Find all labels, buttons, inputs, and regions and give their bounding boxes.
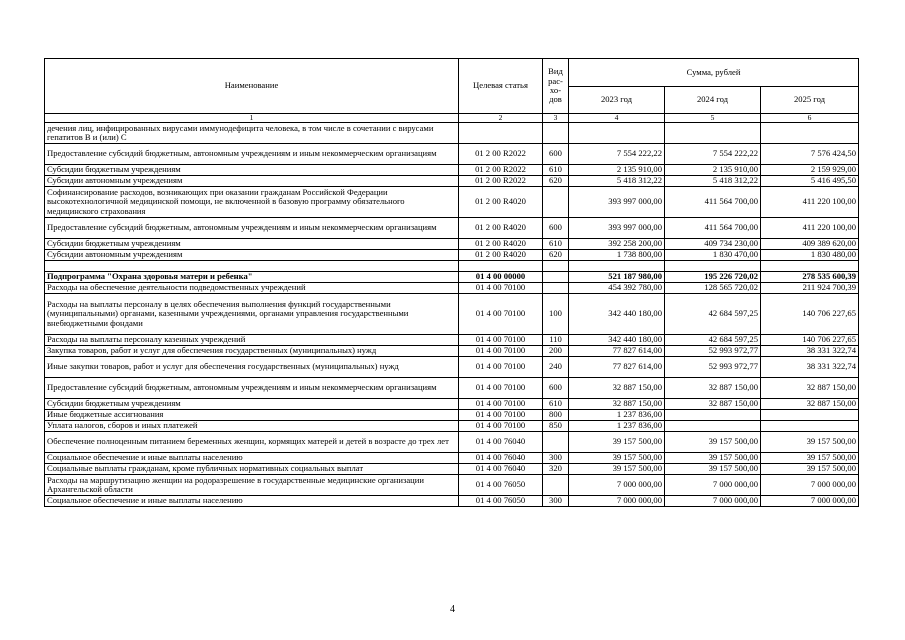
row-amount-2023: 2 135 910,00 — [569, 165, 665, 176]
table-row — [45, 283, 859, 294]
row-name: Иные бюджетные ассигнования — [45, 410, 459, 421]
row-name: Обеспечение полноценным питанием беременных женщин, кормящих матерей и детей в возрасте до трех лет — [45, 432, 459, 453]
row-name: Социальное обеспечение и иные выплаты населению — [45, 453, 459, 464]
row-amount-2024: 32 887 150,00 — [665, 378, 761, 399]
row-expense-type: 100 — [543, 294, 569, 335]
row-amount-2023: 32 887 150,00 — [569, 378, 665, 399]
row-amount-2023: 77 827 614,00 — [569, 346, 665, 357]
table-row — [45, 432, 859, 453]
row-name: Иные закупки товаров, работ и услуг для обеспечения государственных (муниципальных) нужд — [45, 357, 459, 378]
row-expense-type: 600 — [543, 218, 569, 239]
row-amount-2025: 2 159 929,00 — [761, 165, 859, 176]
row-target-code: 01 4 00 70100 — [459, 335, 543, 346]
column-index: 4 — [569, 114, 665, 123]
row-amount-2023: 32 887 150,00 — [569, 399, 665, 410]
row-amount-2023: 342 440 180,00 — [569, 335, 665, 346]
row-target-code: 01 4 00 70100 — [459, 294, 543, 335]
row-target-code: 01 2 00 R2022 — [459, 144, 543, 165]
row-target-code: 01 4 00 76050 — [459, 475, 543, 496]
row-amount-2025: 7 000 000,00 — [761, 475, 859, 496]
table-row — [45, 335, 859, 346]
header-vid: Вид рас-хо-дов — [543, 59, 569, 114]
table-row — [45, 346, 859, 357]
table-row — [45, 165, 859, 176]
column-index: 2 — [459, 114, 543, 123]
row-target-code: 01 4 00 70100 — [459, 399, 543, 410]
row-amount-2024: 7 000 000,00 — [665, 496, 761, 507]
row-amount-2024: 5 418 312,22 — [665, 176, 761, 187]
row-amount-2025: 39 157 500,00 — [761, 453, 859, 464]
row-amount-2025: 38 331 322,74 — [761, 357, 859, 378]
table-row — [45, 218, 859, 239]
row-target-code: 01 2 00 R2022 — [459, 176, 543, 187]
row-target-code: 01 4 00 70100 — [459, 283, 543, 294]
row-amount-2024: 195 226 720,02 — [665, 272, 761, 283]
row-amount-2023: 392 258 200,00 — [569, 239, 665, 250]
column-index: 1 — [45, 114, 459, 123]
row-expense-type — [543, 123, 569, 144]
row-amount-2025: 409 389 620,00 — [761, 239, 859, 250]
row-amount-2024 — [665, 410, 761, 421]
row-amount-2025: 411 220 100,00 — [761, 187, 859, 218]
row-name: Субсидии бюджетным учреждениям — [45, 165, 459, 176]
row-amount-2024: 42 684 597,25 — [665, 335, 761, 346]
row-target-code — [459, 123, 543, 144]
row-name: Субсидии автономным учреждениям — [45, 176, 459, 187]
row-name: Подпрограмма "Охрана здоровья матери и ребенка" — [45, 272, 459, 283]
table-row — [45, 421, 859, 432]
row-expense-type: 610 — [543, 399, 569, 410]
row-amount-2025: 32 887 150,00 — [761, 378, 859, 399]
row-target-code: 01 4 00 76050 — [459, 496, 543, 507]
row-expense-type: 300 — [543, 453, 569, 464]
row-name: Закупка товаров, работ и услуг для обеспечения государственных (муниципальных) нужд — [45, 346, 459, 357]
row-amount-2024: 1 830 470,00 — [665, 250, 761, 261]
row-amount-2024: 52 993 972,77 — [665, 357, 761, 378]
row-amount-2024 — [665, 421, 761, 432]
row-target-code: 01 4 00 70100 — [459, 378, 543, 399]
row-amount-2023: 7 554 222,22 — [569, 144, 665, 165]
table-row — [45, 399, 859, 410]
row-target-code: 01 4 00 70100 — [459, 421, 543, 432]
row-amount-2024: 2 135 910,00 — [665, 165, 761, 176]
row-expense-type — [543, 432, 569, 453]
header-2023: 2023 год — [569, 86, 665, 114]
row-amount-2023: 39 157 500,00 — [569, 453, 665, 464]
row-amount-2023: 39 157 500,00 — [569, 464, 665, 475]
row-expense-type — [543, 475, 569, 496]
row-amount-2023: 7 000 000,00 — [569, 496, 665, 507]
table-row — [45, 453, 859, 464]
table-row — [45, 261, 859, 272]
table-row — [45, 250, 859, 261]
table-row — [45, 187, 859, 218]
column-index: 5 — [665, 114, 761, 123]
row-expense-type: 300 — [543, 496, 569, 507]
table-row — [45, 123, 859, 144]
row-name: Предоставление субсидий бюджетным, автономным учреждениям и иным некоммерческим организациям — [45, 378, 459, 399]
table-row — [45, 144, 859, 165]
header-name: Наименование — [45, 59, 459, 114]
row-amount-2025: 211 924 700,39 — [761, 283, 859, 294]
row-expense-type: 620 — [543, 250, 569, 261]
row-amount-2023: 393 997 000,00 — [569, 218, 665, 239]
row-expense-type: 610 — [543, 165, 569, 176]
row-amount-2024 — [665, 123, 761, 144]
row-name: Расходы на маршрутизацию женщин на родоразрешение в государственные медицинские организации Архангельской области — [45, 475, 459, 496]
row-expense-type: 620 — [543, 176, 569, 187]
header-target: Целевая статья — [459, 59, 543, 114]
row-amount-2024: 7 000 000,00 — [665, 475, 761, 496]
row-amount-2025: 1 830 480,00 — [761, 250, 859, 261]
row-amount-2023: 5 418 312,22 — [569, 176, 665, 187]
row-amount-2024: 32 887 150,00 — [665, 399, 761, 410]
row-amount-2025: 140 706 227,65 — [761, 335, 859, 346]
row-amount-2023: 39 157 500,00 — [569, 432, 665, 453]
row-expense-type: 610 — [543, 239, 569, 250]
row-amount-2023: 1 738 800,00 — [569, 250, 665, 261]
row-name — [45, 261, 459, 272]
row-amount-2023 — [569, 261, 665, 272]
row-expense-type — [543, 261, 569, 272]
row-expense-type: 850 — [543, 421, 569, 432]
row-name: Субсидии автономным учреждениям — [45, 250, 459, 261]
row-amount-2023: 1 237 836,00 — [569, 410, 665, 421]
row-name: Уплата налогов, сборов и иных платежей — [45, 421, 459, 432]
row-amount-2024: 409 734 230,00 — [665, 239, 761, 250]
row-target-code — [459, 261, 543, 272]
row-target-code: 01 2 00 R2022 — [459, 165, 543, 176]
row-amount-2023: 7 000 000,00 — [569, 475, 665, 496]
row-amount-2024: 39 157 500,00 — [665, 453, 761, 464]
row-amount-2025: 7 576 424,50 — [761, 144, 859, 165]
row-amount-2024: 411 564 700,00 — [665, 218, 761, 239]
row-name: дечения лиц, инфицированных вирусами иммунодефицита человека, в том числе в сочетании с вирусами гепатитов B и (или) C — [45, 123, 459, 144]
row-target-code: 01 4 00 76040 — [459, 464, 543, 475]
row-amount-2025: 38 331 322,74 — [761, 346, 859, 357]
table-row — [45, 410, 859, 421]
row-amount-2025: 39 157 500,00 — [761, 432, 859, 453]
row-target-code: 01 4 00 00000 — [459, 272, 543, 283]
table-row — [45, 239, 859, 250]
row-amount-2023: 521 187 980,00 — [569, 272, 665, 283]
row-amount-2025 — [761, 410, 859, 421]
row-target-code: 01 4 00 70100 — [459, 410, 543, 421]
row-amount-2025: 411 220 100,00 — [761, 218, 859, 239]
table-row — [45, 294, 859, 335]
row-name: Субсидии бюджетным учреждениям — [45, 239, 459, 250]
row-amount-2023: 77 827 614,00 — [569, 357, 665, 378]
row-amount-2023: 393 997 000,00 — [569, 187, 665, 218]
row-amount-2024: 39 157 500,00 — [665, 432, 761, 453]
row-name: Софинансирование расходов, возникающих при оказании гражданам Российской Федерации высокотехнологичной медицинской помощи, не включенной в базовую программу обязательного медицинского страхования — [45, 187, 459, 218]
row-target-code: 01 2 00 R4020 — [459, 187, 543, 218]
row-amount-2025 — [761, 421, 859, 432]
row-target-code: 01 4 00 70100 — [459, 346, 543, 357]
row-target-code: 01 4 00 70100 — [459, 357, 543, 378]
row-target-code: 01 4 00 76040 — [459, 432, 543, 453]
page-number: 4 — [450, 604, 455, 615]
table-row — [45, 357, 859, 378]
row-amount-2024: 7 554 222,22 — [665, 144, 761, 165]
row-amount-2025: 7 000 000,00 — [761, 496, 859, 507]
row-target-code: 01 2 00 R4020 — [459, 218, 543, 239]
row-expense-type — [543, 283, 569, 294]
row-target-code: 01 4 00 76040 — [459, 453, 543, 464]
row-amount-2025: 140 706 227,65 — [761, 294, 859, 335]
row-expense-type: 240 — [543, 357, 569, 378]
row-amount-2023: 1 237 836,00 — [569, 421, 665, 432]
table-row — [45, 378, 859, 399]
row-amount-2025: 39 157 500,00 — [761, 464, 859, 475]
row-name: Социальные выплаты гражданам, кроме публичных нормативных социальных выплат — [45, 464, 459, 475]
row-expense-type: 110 — [543, 335, 569, 346]
row-amount-2024: 39 157 500,00 — [665, 464, 761, 475]
table-row — [45, 475, 859, 496]
row-expense-type: 200 — [543, 346, 569, 357]
row-name: Предоставление субсидий бюджетным, автономным учреждениям и иным некоммерческим организациям — [45, 144, 459, 165]
row-amount-2025: 278 535 600,39 — [761, 272, 859, 283]
row-name: Расходы на выплаты персоналу в целях обеспечения выполнения функций государственными (муниципальными) органами, казенными учреждениями, органами управления государственными внебюджетными фондами — [45, 294, 459, 335]
table-row — [45, 176, 859, 187]
column-index-row — [45, 114, 859, 123]
row-name: Социальное обеспечение и иные выплаты населению — [45, 496, 459, 507]
row-amount-2024: 52 993 972,77 — [665, 346, 761, 357]
row-amount-2023: 342 440 180,00 — [569, 294, 665, 335]
row-expense-type — [543, 272, 569, 283]
row-name: Расходы на обеспечение деятельности подведомственных учреждений — [45, 283, 459, 294]
column-index: 6 — [761, 114, 859, 123]
row-name: Предоставление субсидий бюджетным, автономным учреждениям и иным некоммерческим организациям — [45, 218, 459, 239]
row-amount-2023: 454 392 780,00 — [569, 283, 665, 294]
row-target-code: 01 2 00 R4020 — [459, 239, 543, 250]
row-expense-type — [543, 187, 569, 218]
row-target-code: 01 2 00 R4020 — [459, 250, 543, 261]
row-amount-2024 — [665, 261, 761, 272]
row-amount-2025: 32 887 150,00 — [761, 399, 859, 410]
table-header — [45, 59, 859, 114]
table-row — [45, 496, 859, 507]
budget-table — [44, 58, 859, 507]
row-amount-2024: 411 564 700,00 — [665, 187, 761, 218]
row-amount-2024: 128 565 720,02 — [665, 283, 761, 294]
row-amount-2025: 5 416 495,50 — [761, 176, 859, 187]
row-expense-type: 600 — [543, 378, 569, 399]
table-body — [45, 123, 859, 507]
row-expense-type: 600 — [543, 144, 569, 165]
row-expense-type: 800 — [543, 410, 569, 421]
row-amount-2025 — [761, 123, 859, 144]
row-amount-2023 — [569, 123, 665, 144]
table-row — [45, 272, 859, 283]
row-name: Расходы на выплаты персоналу казенных учреждений — [45, 335, 459, 346]
header-2025: 2025 год — [761, 86, 859, 114]
header-2024: 2024 год — [665, 86, 761, 114]
header-sum: Сумма, рублей — [569, 59, 859, 87]
row-name: Субсидии бюджетным учреждениям — [45, 399, 459, 410]
row-amount-2024: 42 684 597,25 — [665, 294, 761, 335]
row-amount-2025 — [761, 261, 859, 272]
table-row — [45, 464, 859, 475]
column-index: 3 — [543, 114, 569, 123]
row-expense-type: 320 — [543, 464, 569, 475]
